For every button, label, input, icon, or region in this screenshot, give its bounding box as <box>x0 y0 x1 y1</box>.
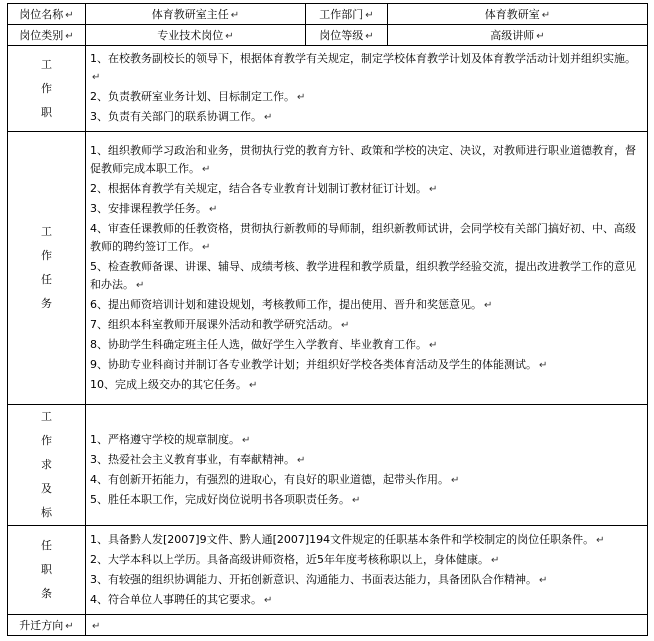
return-mark-icon: ↵ <box>202 241 211 253</box>
category-label: 岗位类别 <box>19 29 64 42</box>
tasks-item: 5、检查教师备课、讲课、辅导、成绩考核、教学进程和教学质量，组织教学经验交流，提出改进教学工作的意见和办法。 ↵ <box>90 259 636 291</box>
grade-label-cell <box>306 25 388 46</box>
tasks-label-char: 工 <box>41 225 52 238</box>
return-mark-icon: ↵ <box>596 534 605 546</box>
duties-label-char: 作 <box>41 81 52 95</box>
requirements-label-char: 及 <box>41 482 52 495</box>
duties-content-cell <box>86 46 648 132</box>
return-mark-icon: ↵ <box>365 10 374 21</box>
duties-item: 1、在校教务副校长的领导下，根据体育教学有关规定，制定学校体育教学计划及体育教学活动计划并组织实施。↵ <box>90 52 636 83</box>
requirements-label-char: 标 <box>41 506 52 519</box>
return-mark-icon: ↵ <box>451 475 460 486</box>
position-name-value: 体育教研室主任 <box>151 8 229 21</box>
qualifications-item: 3、有较强的组织协调能力、开拓创新意识、沟通能力、书面表达能力，具备团队合作精神。 ↵ <box>90 572 548 586</box>
return-mark-icon: ↵ <box>242 435 251 446</box>
return-mark-icon: ↵ <box>491 554 500 566</box>
duties-item: 2、负责教研室业务计划、目标制定工作。 ↵ <box>90 90 306 103</box>
tasks-content-cell <box>86 132 648 405</box>
tasks-item: 2、根据体育教学有关规定，结合各专业教育计划制订教材征订计划。 ↵ <box>90 181 438 195</box>
tasks-label-char: 任 <box>41 273 52 286</box>
qualifications-item: 4、符合单位人事聘任的其它要求。 ↵ <box>90 592 273 606</box>
promotion-label-cell <box>8 615 86 636</box>
return-mark-icon: ↵ <box>92 72 101 83</box>
qualifications-content-cell <box>86 526 648 615</box>
return-mark-icon: ↵ <box>65 621 74 632</box>
qualifications-label-cell <box>8 526 86 615</box>
qualifications-label-char: 任 <box>41 539 52 552</box>
return-mark-icon: ↵ <box>536 31 545 42</box>
tasks-item: 6、提出师资培训计划和建设规划，考核教师工作，提出使用、晋升和奖惩意见。 ↵ <box>90 297 493 311</box>
return-mark-icon: ↵ <box>484 299 493 311</box>
requirements-label-cell <box>8 405 86 526</box>
return-mark-icon: ↵ <box>136 279 145 291</box>
requirements-item: 1、严格遵守学校的规章制度。 ↵ <box>90 433 251 446</box>
return-mark-icon: ↵ <box>92 620 101 632</box>
tasks-item: 3、安排课程教学任务。 ↵ <box>90 201 218 215</box>
duties-label-char: 工 <box>41 57 52 71</box>
requirements-item: 5、胜任本职工作，完成好岗位说明书各项职责任务。 ↵ <box>90 493 361 506</box>
position-name-label-cell <box>8 4 86 25</box>
tasks-item: 10、完成上级交办的其它任务。 ↵ <box>90 377 258 391</box>
return-mark-icon: ↵ <box>429 339 438 351</box>
tasks-item: 4、审查任课教师的任教资格，贯彻执行新教师的导师制，组织新教师试讲，会同学校有关部门搞好初、中、高级教师的聘约签订工作。 ↵ <box>90 221 636 253</box>
qualifications-item: 2、大学本科以上学历。具备高级讲师资格，近5年年度考核称职以上，身体健康。 ↵ <box>90 552 500 566</box>
return-mark-icon: ↵ <box>539 359 548 371</box>
return-mark-icon: ↵ <box>541 10 551 21</box>
requirements-row <box>8 405 648 526</box>
category-label-cell <box>8 25 86 46</box>
return-mark-icon: ↵ <box>297 92 306 103</box>
tasks-item: 7、组织本科室教师开展课外活动和教学研究活动。 ↵ <box>90 317 350 331</box>
return-mark-icon: ↵ <box>249 379 258 391</box>
duties-label-char: 职 <box>41 105 52 119</box>
requirements-label-char: 求 <box>41 458 52 471</box>
position-name-label: 岗位名称 <box>19 8 64 21</box>
job-description-table <box>7 3 648 636</box>
department-label: 工作部门 <box>319 8 364 21</box>
requirements-content-cell <box>86 405 648 526</box>
promotion-label: 升迁方向 <box>19 619 64 632</box>
qualifications-row <box>8 526 648 615</box>
return-mark-icon: ↵ <box>202 163 211 175</box>
requirements-label-char: 工 <box>41 410 52 423</box>
requirements-label-char: 作 <box>41 434 52 447</box>
promotion-row <box>8 615 648 636</box>
tasks-label-cell <box>8 132 86 405</box>
return-mark-icon: ↵ <box>352 495 361 506</box>
return-mark-icon: ↵ <box>264 594 273 606</box>
job-description-document <box>7 3 647 636</box>
return-mark-icon: ↵ <box>209 203 218 215</box>
department-value-cell <box>388 4 648 25</box>
header-row-1 <box>8 4 648 25</box>
requirements-item: 4、有创新开拓能力，有强烈的进取心，有良好的职业道德，起带头作用。 ↵ <box>90 473 460 486</box>
qualifications-label-char: 条 <box>41 587 52 600</box>
return-mark-icon: ↵ <box>341 319 350 331</box>
tasks-label-char: 务 <box>41 297 52 310</box>
return-mark-icon: ↵ <box>429 183 438 195</box>
requirements-item: 3、热爱社会主义教育事业，有奉献精神。 ↵ <box>90 453 306 466</box>
return-mark-icon: ↵ <box>65 10 74 21</box>
return-mark-icon: ↵ <box>539 574 548 586</box>
department-label-cell <box>306 4 388 25</box>
qualifications-label-char: 职 <box>41 563 52 576</box>
promotion-value-cell <box>86 615 648 636</box>
position-name-value-cell <box>86 4 306 25</box>
grade-value-cell <box>388 25 648 46</box>
tasks-item: 1、组织教师学习政治和业务，贯彻执行党的教育方针、政策和学校的决定、决议，对教师进行职业道德教育，督促教师完成本职工作。 ↵ <box>90 143 636 175</box>
category-value: 专业技术岗位 <box>157 29 224 42</box>
tasks-item: 9、协助专业科商讨并制订各专业教学计划；并组织好学校各类体育活动及学生的体能测试。 ↵ <box>90 357 548 371</box>
tasks-row <box>8 132 648 405</box>
return-mark-icon: ↵ <box>297 455 306 466</box>
header-row-2 <box>8 25 648 46</box>
return-mark-icon: ↵ <box>65 31 74 42</box>
qualifications-item: 1、具备黔人发[2007]9文件、黔人通[2007]194文件规定的任职基本条件和学校制定的岗位任职条件。 ↵ <box>90 532 605 546</box>
grade-value: 高级讲师 <box>490 29 535 42</box>
return-mark-icon: ↵ <box>230 10 240 21</box>
grade-label: 岗位等级 <box>319 29 364 42</box>
tasks-label-char: 作 <box>41 249 52 262</box>
department-value: 体育教研室 <box>484 8 540 21</box>
return-mark-icon: ↵ <box>365 31 374 42</box>
duties-item: 3、负责有关部门的联系协调工作。 ↵ <box>90 110 273 123</box>
tasks-item: 8、协助学生科确定班主任人选，做好学生入学教育、毕业教育工作。 ↵ <box>90 337 438 351</box>
return-mark-icon: ↵ <box>225 31 234 42</box>
category-value-cell <box>86 25 306 46</box>
duties-label-cell <box>8 46 86 132</box>
return-mark-icon: ↵ <box>264 112 273 123</box>
duties-row <box>8 46 648 132</box>
